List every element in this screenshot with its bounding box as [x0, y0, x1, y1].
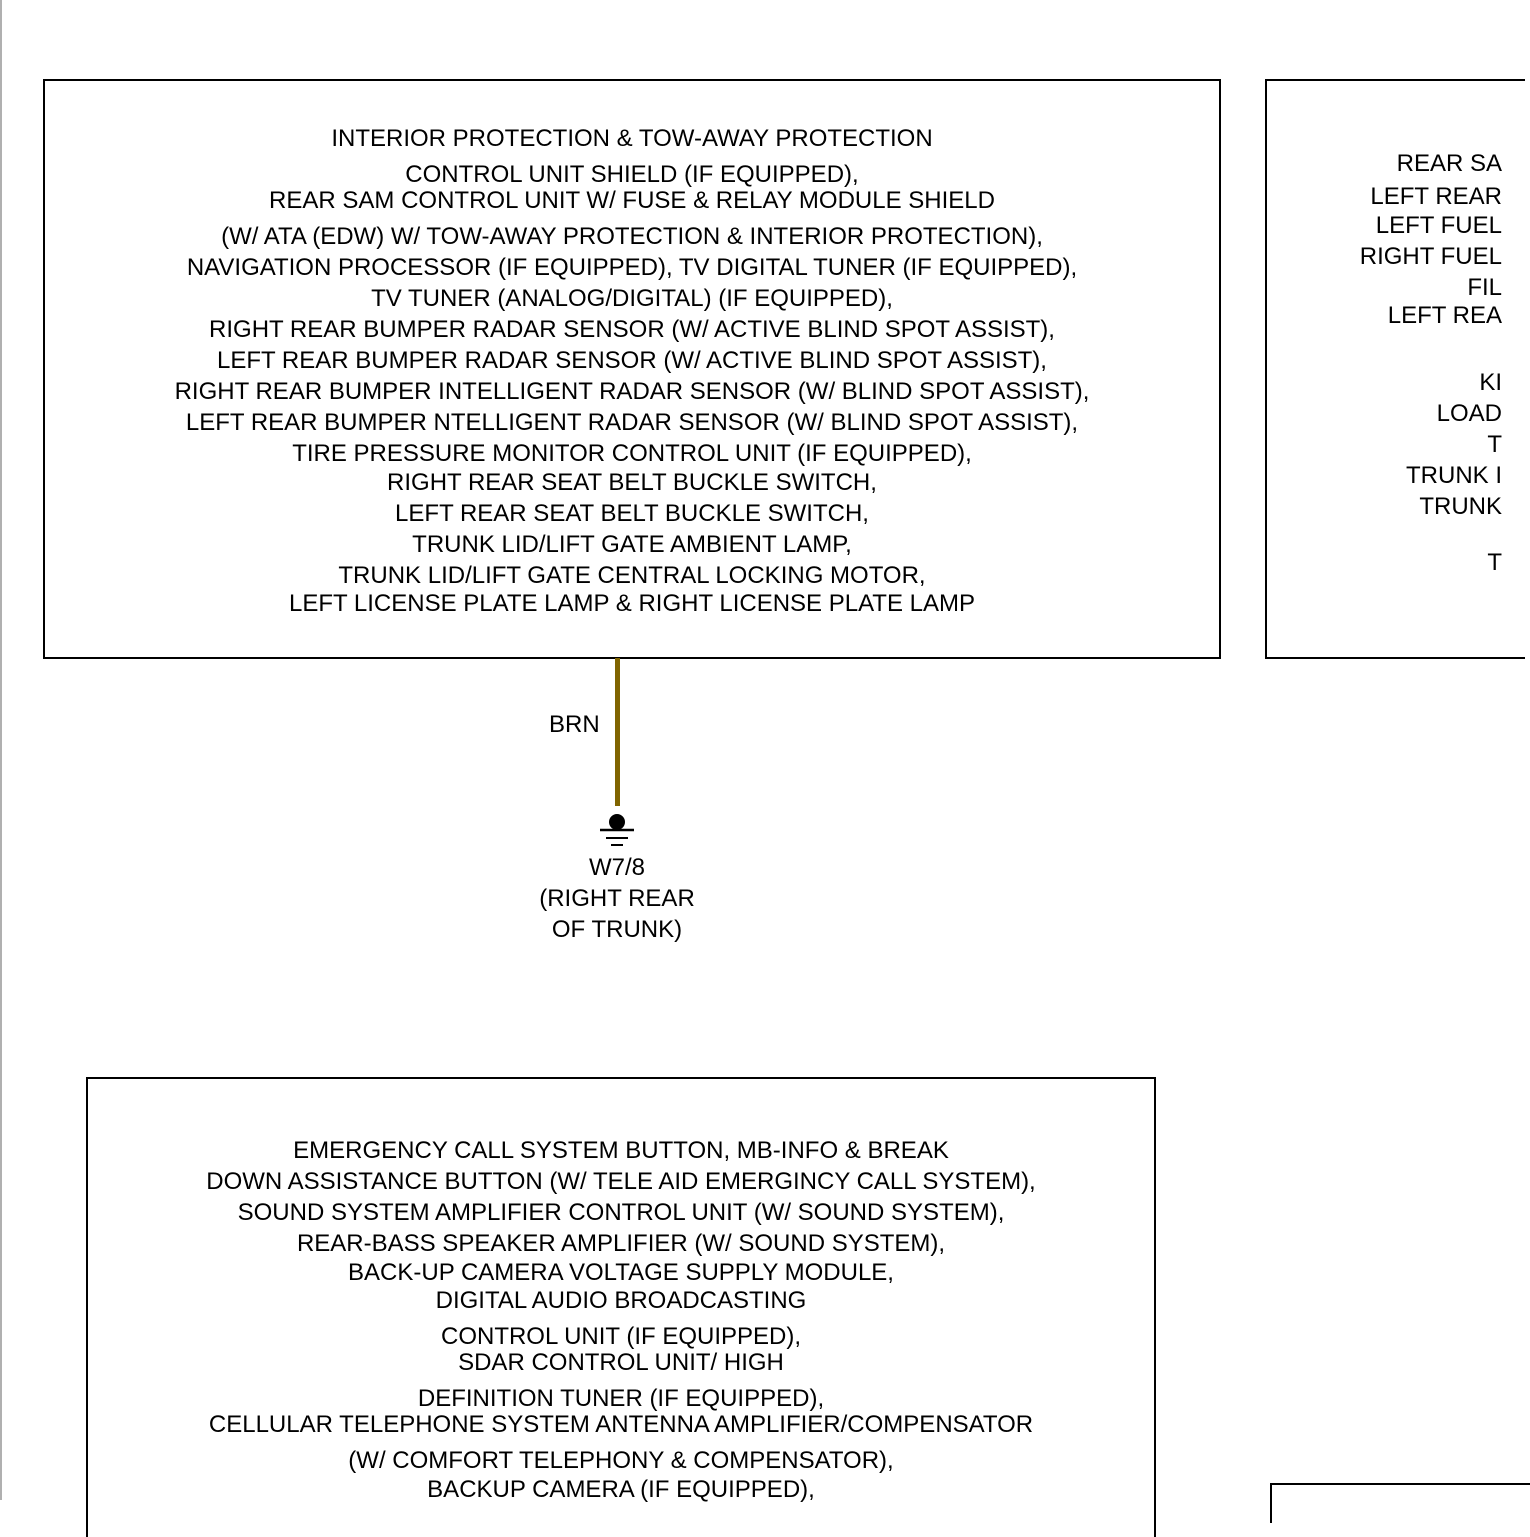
- page-left-border: [0, 0, 2, 1500]
- ground-icon: [596, 812, 638, 852]
- component-label-line: RIGHT FUEL: [1359, 243, 1502, 270]
- component-label-line: RIGHT REAR BUMPER RADAR SENSOR (W/ ACTIVE BLIND SPOT ASSIST),: [209, 316, 1055, 343]
- component-label-line: TRUNK I: [1406, 462, 1502, 489]
- component-label-line: BACKUP CAMERA (IF EQUIPPED),: [427, 1476, 815, 1503]
- component-label-line: LOAD: [1436, 400, 1502, 427]
- component-label-line: (W/ COMFORT TELEPHONY & COMPENSATOR),: [348, 1447, 894, 1474]
- component-label-line: BACK-UP CAMERA VOLTAGE SUPPLY MODULE,: [348, 1259, 894, 1286]
- component-label-line: NAVIGATION PROCESSOR (IF EQUIPPED), TV DIGITAL TUNER (IF EQUIPPED),: [186, 254, 1078, 281]
- component-box-audio-modules: [86, 1077, 1156, 1537]
- component-label-line: T: [1487, 549, 1502, 576]
- component-label-line: LEFT REA: [1387, 302, 1502, 329]
- component-label-line: CONTROL UNIT (IF EQUIPPED),: [440, 1323, 802, 1350]
- component-box-rear-sam: [1265, 79, 1525, 659]
- component-label-line: TRUNK LID/LIFT GATE AMBIENT LAMP,: [412, 531, 852, 558]
- component-label-line: KI: [1479, 369, 1502, 396]
- component-label-line: LEFT LICENSE PLATE LAMP & RIGHT LICENSE PLATE LAMP: [288, 590, 975, 617]
- component-box-partial: [1270, 1483, 1530, 1523]
- component-box-rear-modules: [43, 79, 1221, 659]
- component-label-line: LEFT REAR SEAT BELT BUCKLE SWITCH,: [395, 500, 869, 527]
- component-label-line: TRUNK: [1419, 493, 1502, 520]
- component-label-line: TV TUNER (ANALOG/DIGITAL) (IF EQUIPPED),: [371, 285, 893, 312]
- brown-wire: [615, 658, 620, 806]
- wire-color-label: BRN: [549, 711, 600, 738]
- component-label-line: EMERGENCY CALL SYSTEM BUTTON, MB-INFO & BREAK: [293, 1137, 949, 1164]
- component-label-line: DEFINITION TUNER (IF EQUIPPED),: [417, 1385, 825, 1412]
- ground-location-label: OF TRUNK): [551, 916, 683, 943]
- ground-id-label: W7/8: [588, 854, 645, 881]
- component-label-line: SDAR CONTROL UNIT/ HIGH: [458, 1349, 784, 1376]
- component-label-line: REAR SAM CONTROL UNIT W/ FUSE & RELAY MODULE SHIELD: [269, 187, 995, 214]
- component-label-line: CONTROL UNIT SHIELD (IF EQUIPPED),: [405, 161, 859, 188]
- ground-location-label: (RIGHT REAR: [539, 885, 695, 912]
- component-label-line: RIGHT REAR SEAT BELT BUCKLE SWITCH,: [387, 469, 877, 496]
- component-label-line: DOWN ASSISTANCE BUTTON (W/ TELE AID EMERGINCY CALL SYSTEM),: [206, 1168, 1036, 1195]
- component-label-line: CELLULAR TELEPHONE SYSTEM ANTENNA AMPLIFIER/COMPENSATOR: [208, 1411, 1034, 1438]
- component-label-line: REAR SA: [1396, 150, 1502, 177]
- component-label-line: RIGHT REAR BUMPER INTELLIGENT RADAR SENSOR (W/ BLIND SPOT ASSIST),: [174, 378, 1090, 405]
- component-label-line: SOUND SYSTEM AMPLIFIER CONTROL UNIT (W/ SOUND SYSTEM),: [237, 1199, 1005, 1226]
- component-label-line: T: [1487, 431, 1502, 458]
- component-label-line: LEFT REAR BUMPER RADAR SENSOR (W/ ACTIVE BLIND SPOT ASSIST),: [217, 347, 1047, 374]
- component-label-line: TIRE PRESSURE MONITOR CONTROL UNIT (IF EQUIPPED),: [292, 440, 972, 467]
- component-label-line: DIGITAL AUDIO BROADCASTING: [435, 1287, 807, 1314]
- component-label-line: LEFT FUEL: [1375, 212, 1502, 239]
- component-label-line: TRUNK LID/LIFT GATE CENTRAL LOCKING MOTOR,: [338, 562, 926, 589]
- component-label-line: INTERIOR PROTECTION & TOW-AWAY PROTECTION: [331, 125, 933, 152]
- component-label-line: LEFT REAR: [1370, 183, 1502, 210]
- component-label-line: (W/ ATA (EDW) W/ TOW-AWAY PROTECTION & INTERIOR PROTECTION),: [221, 223, 1043, 250]
- component-label-line: REAR-BASS SPEAKER AMPLIFIER (W/ SOUND SYSTEM),: [296, 1230, 946, 1257]
- component-label-line: LEFT REAR BUMPER NTELLIGENT RADAR SENSOR (W/ BLIND SPOT ASSIST),: [185, 409, 1079, 436]
- component-label-line: FIL: [1467, 274, 1502, 301]
